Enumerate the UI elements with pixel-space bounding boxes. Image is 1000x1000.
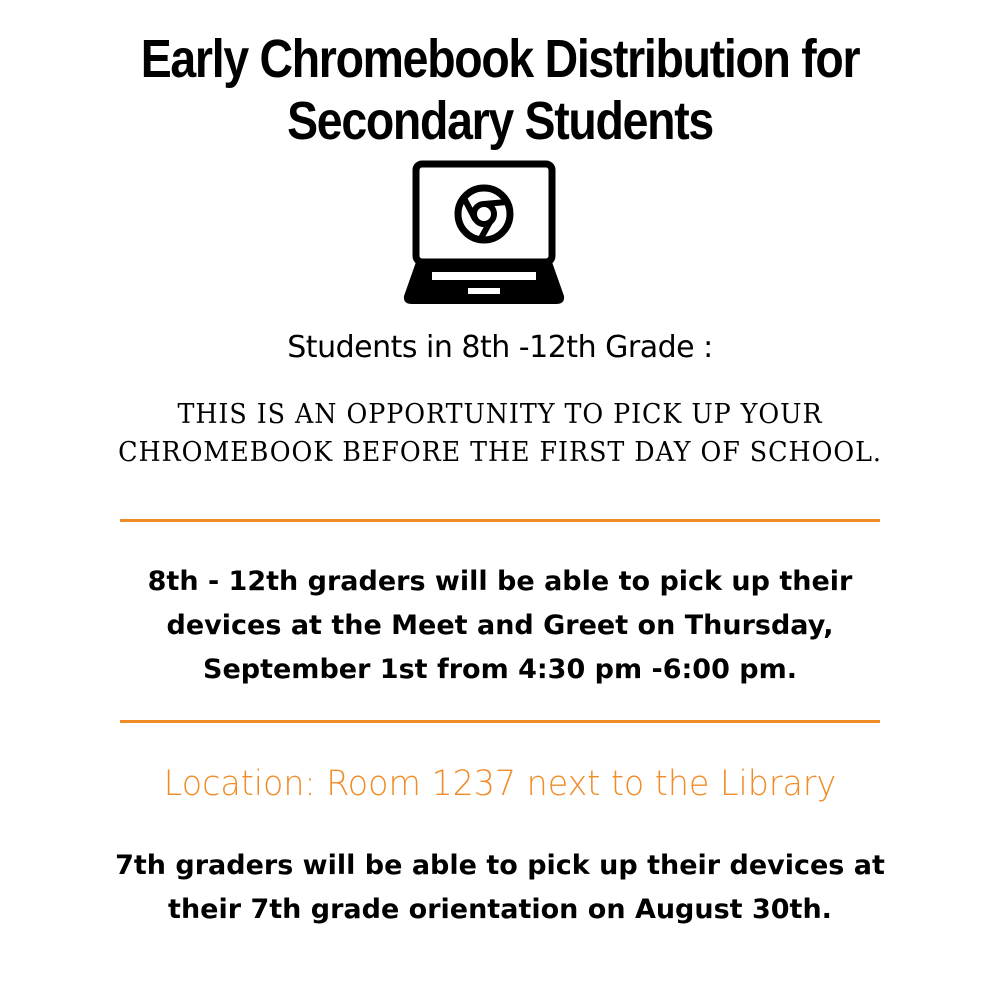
divider-bottom bbox=[120, 720, 880, 723]
grade-subtitle: Students in 8th -12th Grade : bbox=[287, 330, 713, 365]
seventh-grade-info bbox=[0, 844, 1000, 932]
location-text: Location: Room 1237 next to the Library bbox=[163, 764, 837, 804]
intro-line-1: THIS IS AN OPPORTUNITY TO PICK UP YOUR bbox=[177, 399, 823, 430]
page-title bbox=[70, 28, 930, 152]
info-line-3: September 1st from 4:30 pm -6:00 pm. bbox=[203, 654, 797, 685]
divider-top bbox=[120, 519, 880, 522]
info-line-1: 8th - 12th graders will be able to pick up their bbox=[147, 566, 853, 597]
intro-text bbox=[30, 396, 970, 472]
title-line-2: Secondary Students bbox=[287, 91, 713, 151]
chrome-logo-icon bbox=[458, 188, 510, 240]
title-line-1: Early Chromebook Distribution for bbox=[140, 29, 860, 89]
intro-line-2: CHROMEBOOK BEFORE THE FIRST DAY OF SCHOOL. bbox=[118, 437, 882, 468]
laptop-chrome-icon bbox=[400, 160, 568, 310]
seventh-line-2: their 7th grade orientation on August 30th. bbox=[168, 894, 832, 925]
info-line-2: devices at the Meet and Greet on Thursday, bbox=[166, 610, 834, 641]
pickup-info bbox=[0, 560, 1000, 692]
seventh-line-1: 7th graders will be able to pick up their devices at bbox=[115, 850, 885, 881]
